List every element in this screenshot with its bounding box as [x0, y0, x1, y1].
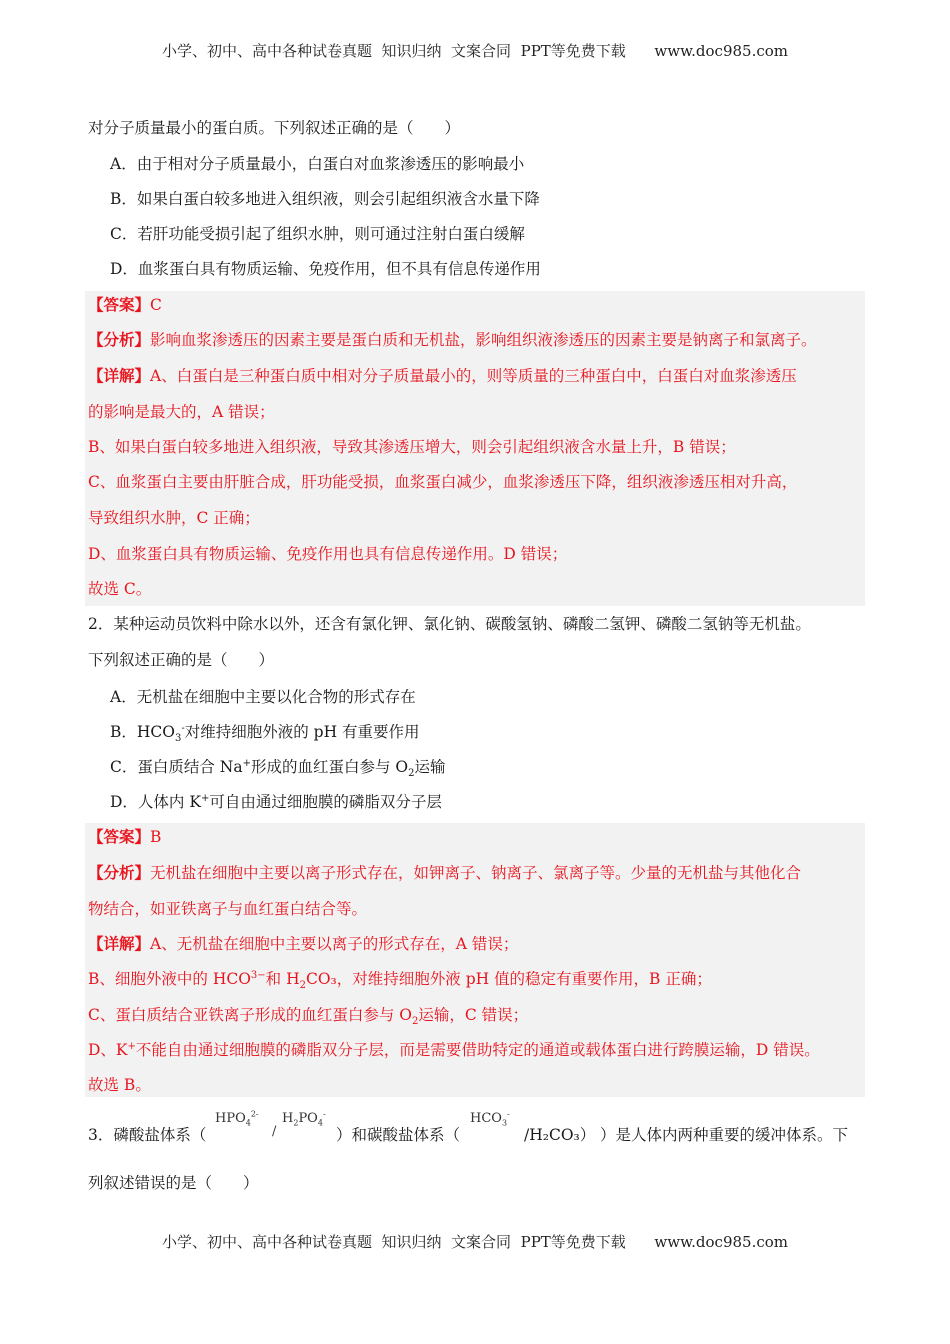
q1-detail-6: D、血浆蛋白具有物质运输、免疫作用也具有信息传递作用。D 错误；: [88, 545, 568, 563]
detail-tag: 【详解】: [88, 366, 151, 385]
q3-formula-h2po4: [282, 1111, 326, 1126]
q3-slash-1: /: [272, 1124, 277, 1139]
q3-formula-hpo4: [215, 1111, 259, 1126]
header-url: www.doc985.com: [654, 42, 788, 60]
detail-2-post: CO₃，对维持细胞外液 pH 值的稳定有重要作用，B 正确；: [305, 970, 712, 988]
opt-b-post: 对维持细胞外液的 pH 有重要作用: [184, 723, 420, 741]
q1-option-b: B．如果白蛋白较多地进入组织液，则会引起组织液含水量下降: [110, 190, 540, 208]
f2-sub2: 4: [317, 1118, 323, 1128]
detail-3-sub: 2: [412, 1016, 419, 1028]
q2-analysis-1: [88, 862, 801, 884]
q2-stem-2: 下列叙述正确的是（ ）: [88, 651, 275, 669]
q1-option-d: D．血浆蛋白具有物质运输、免疫作用，但不具有信息传递作用: [110, 260, 541, 278]
detail-2-mid: 和 H: [265, 970, 300, 988]
detail-text: A、白蛋白是三种蛋白质中相对分子质量最小的，则等质量的三种蛋白中，白蛋白对血浆渗透压: [150, 367, 797, 385]
answer-value: C: [150, 296, 162, 314]
q2-answer: [88, 826, 161, 848]
detail-4-post: 不能自由通过细胞膜的磷脂双分子层，而是需要借助特定的通道或载体蛋白进行跨膜运输，D 错误。: [135, 1041, 820, 1059]
q3-stem-pre: 3．磷酸盐体系（: [88, 1126, 207, 1144]
q1-detail-3: B、如果白蛋白较多地进入组织液，导致其渗透压增大，则会引起组织液含水量上升，B 错误；: [88, 438, 736, 456]
page-header: [0, 40, 950, 61]
opt-b-pre: B．HCO: [110, 723, 175, 741]
analysis-tag: 【分析】: [88, 863, 151, 882]
q1-detail-5: 导致组织水肿，C 正确；: [88, 509, 260, 527]
f2-a: H: [282, 1111, 294, 1126]
opt-c-sub: 2: [408, 768, 415, 780]
opt-d-sup: +: [200, 792, 210, 804]
f1-sup: 2-: [250, 1109, 259, 1119]
q2-option-c: [110, 756, 446, 778]
header-text: 小学、初中、高中各种试卷真题 知识归纳 文案合同 PPT等免费下载: [161, 42, 626, 60]
q1-conclusion: 故选 C。: [88, 580, 152, 598]
opt-c-sup: +: [242, 757, 251, 769]
detail-tag: 【详解】: [88, 934, 151, 953]
answer-tag: 【答案】: [88, 295, 151, 314]
q3-formula-hco3: [470, 1111, 510, 1126]
opt-b-sup: -: [181, 722, 185, 734]
detail-text: A、无机盐在细胞中主要以离子的形式存在，A 错误；: [150, 935, 519, 953]
footer-text: 小学、初中、高中各种试卷真题 知识归纳 文案合同 PPT等免费下载: [161, 1233, 626, 1251]
f2-b: PO: [298, 1111, 318, 1126]
q3-stem-mid: ）和碳酸盐体系（: [336, 1126, 461, 1144]
q2-detail-2: [88, 968, 712, 990]
q1-analysis: [88, 329, 817, 351]
q2-stem-1: 2．某种运动员饮料中除水以外，还含有氯化钾、氯化钠、碳酸氢钠、磷酸二氢钾、磷酸二氢钠等无机盐。: [88, 615, 811, 633]
q1-stem-tail: 对分子质量最小的蛋白质。下列叙述正确的是（ ）: [88, 119, 461, 137]
detail-2-sup: 3−: [250, 969, 266, 981]
q1-detail-2: 的影响是最大的，A 错误；: [88, 403, 275, 421]
f3-sup: -: [507, 1109, 510, 1119]
q2-detail-4: [88, 1039, 820, 1061]
detail-2-pre: B、细胞外液中的 HCO: [88, 970, 251, 988]
q3-formula-h2co3: /H₂CO₃）: [524, 1126, 596, 1144]
answer-value: B: [150, 828, 162, 846]
q1-option-a: A．由于相对分子质量最小，白蛋白对血浆渗透压的影响最小: [110, 155, 525, 173]
q3-stem-post: ）是人体内两种重要的缓冲体系。下: [600, 1126, 849, 1144]
opt-c-post: 运输: [414, 758, 446, 776]
q1-detail-1: [88, 365, 797, 387]
analysis-text: 无机盐在细胞中主要以离子形式存在，如钾离子、钠离子、氯离子等。少量的无机盐与其他化合: [150, 864, 802, 882]
f2-sub1: 2: [293, 1118, 299, 1128]
detail-2-sub: 2: [299, 980, 306, 992]
answer-tag: 【答案】: [88, 827, 151, 846]
f3-base: HCO: [470, 1111, 502, 1126]
detail-3-post: 运输，C 错误；: [418, 1006, 529, 1024]
f1-base: HPO: [215, 1111, 246, 1126]
q1-option-c: C．若肝功能受损引起了组织水肿，则可通过注射白蛋白缓解: [110, 225, 525, 243]
opt-d-post: 可自由通过细胞膜的磷脂双分子层: [209, 793, 442, 811]
q2-option-d: [110, 791, 442, 813]
f3-sub: 3: [501, 1118, 508, 1128]
q2-detail-3: [88, 1004, 528, 1026]
q2-conclusion: 故选 B。: [88, 1076, 151, 1094]
opt-c-mid: 形成的血红蛋白参与 O: [250, 758, 409, 776]
detail-4-sup: +: [127, 1040, 136, 1052]
q2-analysis-2: 物结合，如亚铁离子与血红蛋白结合等。: [88, 900, 368, 918]
q2-option-b: [110, 721, 420, 743]
q3-stem-2: 列叙述错误的是（ ）: [88, 1174, 259, 1192]
footer-url: www.doc985.com: [654, 1233, 788, 1251]
page-footer: [0, 1231, 950, 1252]
opt-d-pre: D．人体内 K: [110, 793, 201, 811]
f1-sub: 4: [245, 1118, 251, 1128]
opt-b-sub: 3: [174, 733, 182, 745]
analysis-tag: 【分析】: [88, 330, 151, 349]
detail-4-pre: D、K: [88, 1041, 128, 1059]
q2-detail-1: [88, 933, 518, 955]
q1-detail-4: C、血浆蛋白主要由肝脏合成，肝功能受损，血浆蛋白减少，血浆渗透压下降，组织液渗透压相对升高，: [88, 473, 798, 491]
analysis-text: 影响血浆渗透压的因素主要是蛋白质和无机盐，影响组织液渗透压的因素主要是钠离子和氯离子。: [150, 331, 817, 349]
q1-answer: [88, 294, 162, 316]
detail-3-pre: C、蛋白质结合亚铁离子形成的血红蛋白参与 O: [88, 1006, 412, 1024]
f2-sup: -: [322, 1109, 326, 1119]
q2-option-a: A．无机盐在细胞中主要以化合物的形式存在: [110, 688, 416, 706]
opt-c-pre: C．蛋白质结合 Na: [110, 758, 243, 776]
